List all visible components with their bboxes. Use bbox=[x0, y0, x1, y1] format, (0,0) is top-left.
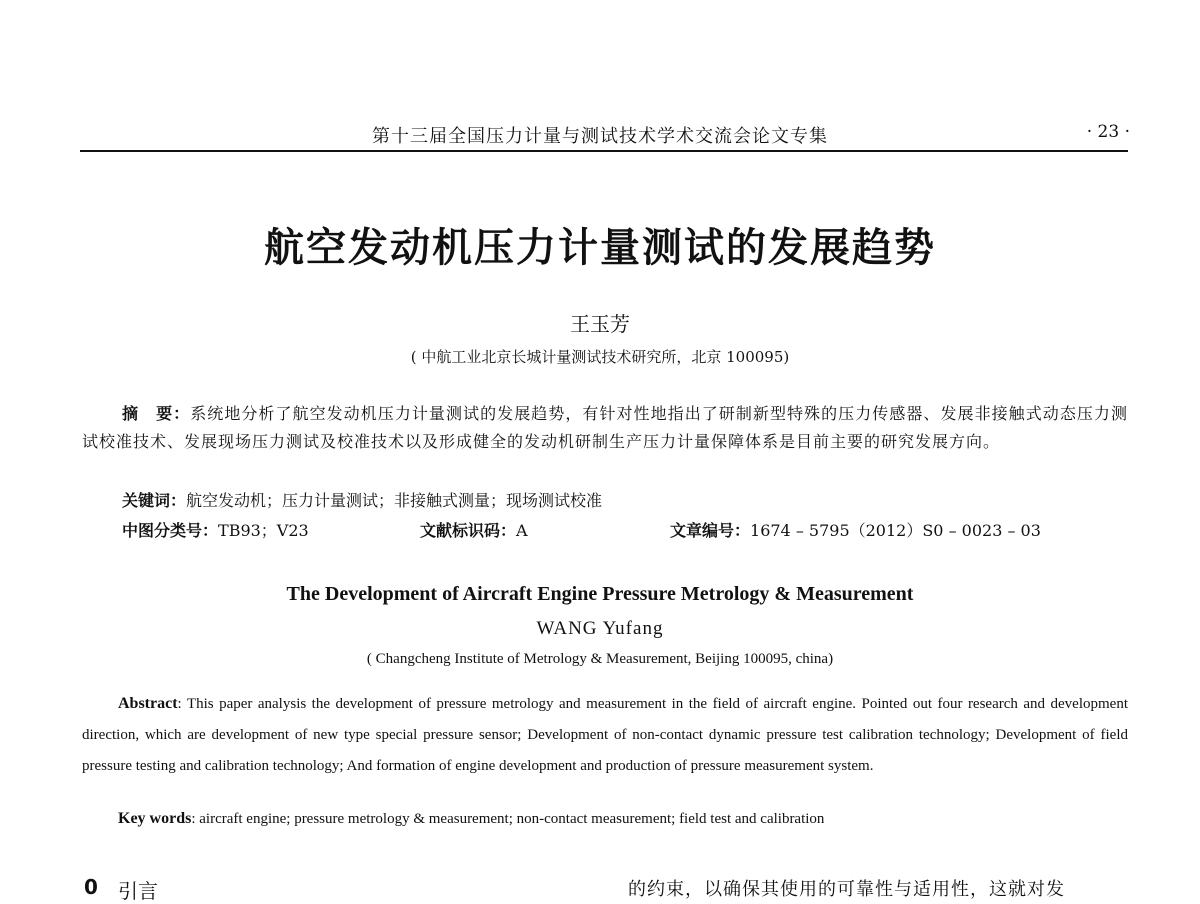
column2-text: 的约束，以确保其使用的可靠性与适用性，这就对发 bbox=[628, 879, 1065, 900]
section-number: 0 bbox=[84, 875, 98, 899]
doc-label: 文献标识码： bbox=[420, 521, 517, 540]
journal-header-title: 第十三届全国压力计量与测试技术学术交流会论文专集 bbox=[372, 126, 828, 147]
en-keywords-text: : aircraft engine; pressure metrology & measurement; non-contact measurement; field test and calibration bbox=[191, 811, 825, 827]
en-keywords bbox=[118, 810, 824, 828]
doc-code bbox=[420, 518, 528, 541]
author-name: 王玉芳 bbox=[570, 312, 630, 336]
cn-keywords-label: 关键词： bbox=[122, 491, 187, 510]
cn-abstract bbox=[82, 400, 1128, 456]
doc-value: A bbox=[516, 521, 528, 540]
article-code bbox=[670, 518, 1041, 541]
section-title: 引言 bbox=[118, 879, 158, 903]
paper-title: 航空发动机压力计量测试的发展趋势 bbox=[264, 225, 936, 271]
page-number: · 23 · bbox=[1086, 122, 1130, 142]
header-rule bbox=[80, 150, 1128, 152]
cn-keywords bbox=[122, 488, 602, 511]
en-keywords-label: Key words bbox=[118, 810, 192, 827]
article-value: 1674 – 5795（2012）S0 – 0023 – 03 bbox=[750, 521, 1041, 540]
en-affiliation: ( Changcheng Institute of Metrology & Measurement, Beijing 100095, china) bbox=[366, 651, 834, 667]
classification-row bbox=[122, 518, 1122, 542]
author-affiliation: ( 中航工业北京长城计量测试技术研究所，北京 100095) bbox=[410, 348, 790, 366]
en-author: WANG Yufang bbox=[536, 618, 664, 639]
en-abstract-text: : This paper analysis the development of pressure metrology and measurement in the field of aircraft engine. Pointed out four research and development direction, which are development of new type special pressure sensor; Development of non-contact dynamic pressure test calibration technology; Development of field pressure testing and calibration technology; And formation of engine development and production of pressure measurement system. bbox=[82, 696, 1128, 774]
cn-abstract-label: 摘 要： bbox=[122, 404, 191, 423]
clc-code bbox=[122, 518, 309, 541]
cn-keywords-text: 航空发动机；压力计量测试；非接触式测量；现场测试校准 bbox=[186, 491, 603, 510]
clc-value: TB93；V23 bbox=[218, 521, 309, 540]
en-abstract bbox=[82, 688, 1128, 782]
cn-abstract-text: 系统地分析了航空发动机压力计量测试的发展趋势，有针对性地指出了研制新型特殊的压力传感器、发展非接触式动态压力测试校准技术、发展现场压力测试及校准技术以及形成健全的发动机研制生产压力计量保障体系是目前主要的研究发展方向。 bbox=[82, 404, 1128, 451]
en-abstract-label: Abstract bbox=[118, 695, 178, 712]
en-title: The Development of Aircraft Engine Pressure Metrology & Measurement bbox=[286, 583, 914, 605]
clc-label: 中图分类号： bbox=[122, 521, 219, 540]
article-label: 文章编号： bbox=[670, 521, 751, 540]
